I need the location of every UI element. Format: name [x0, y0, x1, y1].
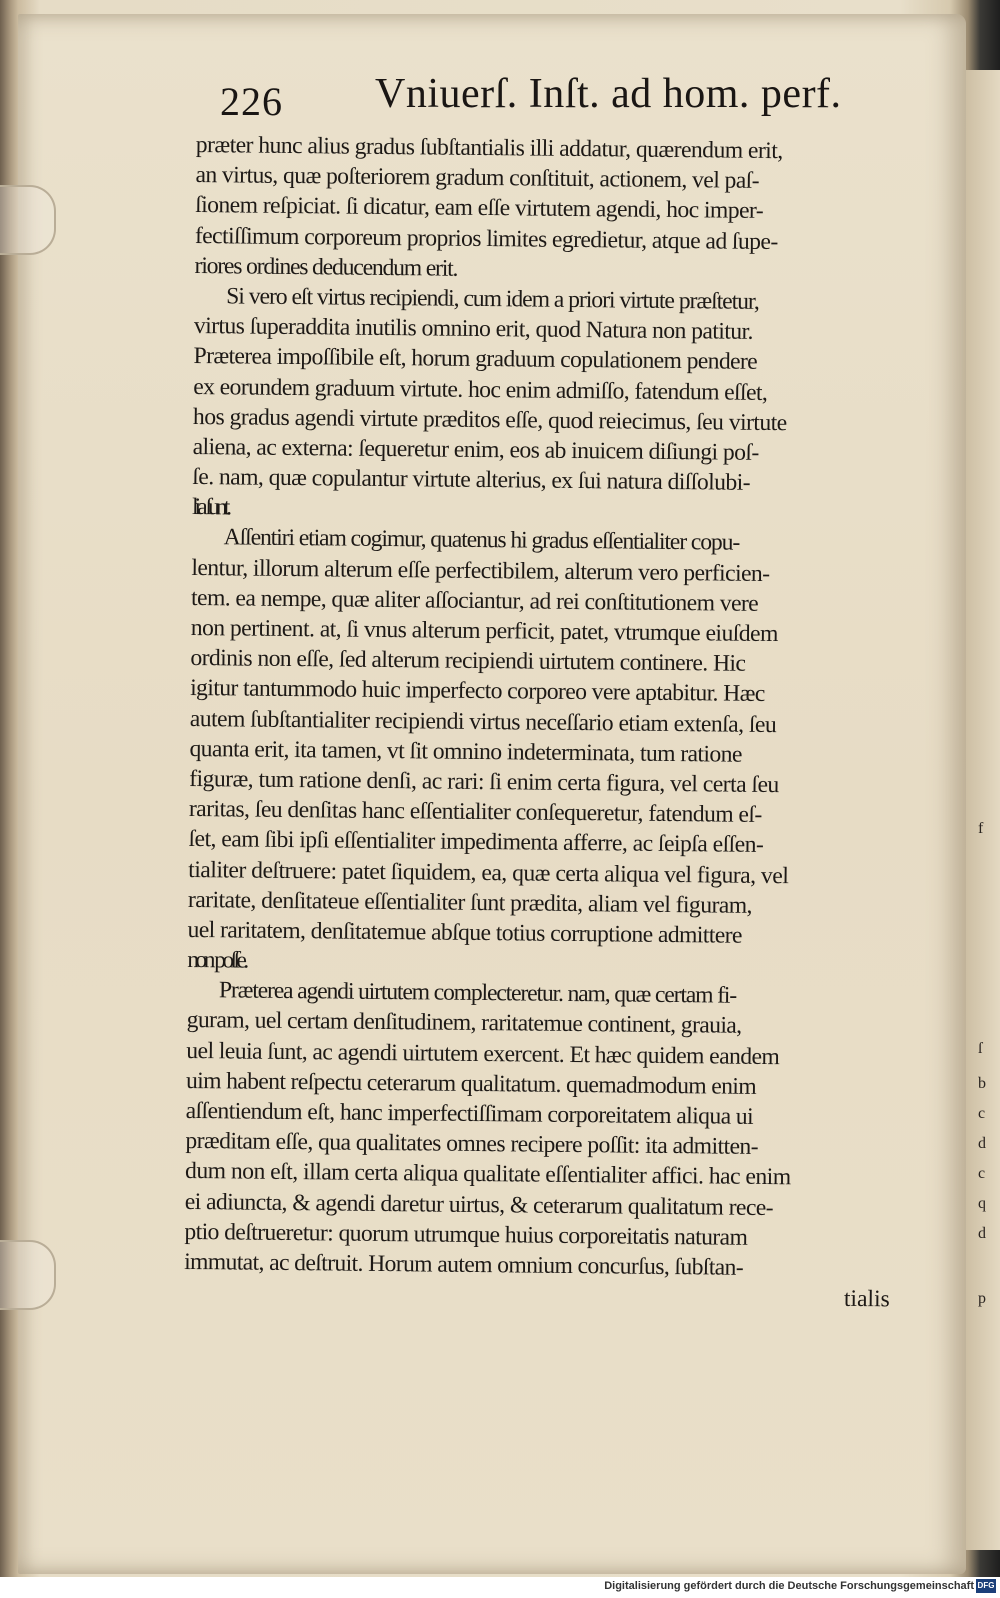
text-line: ordinis non eſſe, ſed alterum recipiendi uirtutem continere. Hic: [190, 645, 746, 677]
text-line: aſſentiendum eſt, hanc imperfectiſſimam corporeitatem aliqua ui: [185, 1097, 754, 1130]
facing-page-letter: d: [978, 1135, 986, 1152]
text-line: igitur tantummodo huic imperfecto corporeo vere aptabitur. Hæc: [190, 675, 765, 708]
text-line: hos gradus agendi virtute præditos eſſe, quod reiecimus, ſeu virtute: [192, 403, 787, 436]
dfg-logo-icon: DFG: [976, 1579, 996, 1593]
text-line: quanta erit, ita tamen, vt ſit omnino indeterminata, tum ratione: [189, 735, 743, 768]
text-line: lentur, illorum alterum eſſe perfectibilem, alterum vero perficien-: [191, 554, 770, 587]
digitization-credit: Digitalisierung gefördert durch die Deutsche Forschungsgemeinschaft: [604, 1580, 974, 1592]
page-number: 226: [220, 79, 283, 124]
facing-page-letter: b: [978, 1075, 986, 1092]
text-line: ptio deſtrueretur: quorum utrumque huius corporeitatis naturam: [184, 1218, 748, 1251]
facing-page-letter: f: [978, 820, 984, 837]
text-line: ſet, eam ſibi ipſi eſſentialiter impedimenta afferre, ac ſeipſa eſſen-: [188, 826, 764, 859]
text-line: riores ordines deducendum erit.: [194, 252, 458, 282]
text-line: raritas, ſeu denſitas hanc eſſentialiter conſequeretur, fatendum eſ-: [188, 796, 762, 829]
text-line: tialiter deſtruere: patet ſiquidem, ea, quæ certa aliqua vel figura, vel: [188, 856, 789, 889]
page-clip-bottom: [0, 1240, 56, 1310]
catchword: tialis: [843, 1285, 890, 1313]
page-header: [210, 70, 930, 130]
text-line: præditam eſſe, qua qualitates omnes recipere poſſit: ita admitten-: [185, 1128, 759, 1161]
text-line: non poſſe.: [187, 947, 246, 974]
text-line: Aſſentiri etiam cogimur, quatenus hi gradus eſſentialiter copu-: [223, 524, 740, 557]
text-line: immutat, ac deſtruit. Horum autem omnium concurſus, ſubſtan-: [184, 1248, 744, 1281]
text-line: ex eorundem graduum virtute. hoc enim admiſſo, fatendum eſſet,: [193, 373, 768, 406]
body-text: [184, 130, 932, 1315]
text-line: non pertinent. at, ſi vnus alterum perficit, patet, vtrumque eiuſdem: [190, 614, 778, 648]
running-head: Vniuerſ. Inſt. ad hom. perf.: [375, 71, 842, 117]
facing-page-edge: [966, 70, 1000, 1550]
text-line: ſe. nam, quæ copulantur virtute alterius, ex ſui natura diſſolubi-: [192, 464, 751, 496]
page-clip-top: [0, 185, 56, 255]
text-line: an virtus, quæ poſteriorem gradum conſtituit, actionem, vel paſ-: [195, 162, 760, 195]
facing-page-letter: c: [978, 1105, 986, 1122]
text-line: virtus ſuperaddita inutilis omnino erit, quod Natura non patitur.: [193, 313, 754, 345]
text-line: lia ſunt.: [191, 494, 229, 521]
text-line: figuræ, tum ratione denſi, ac rari: ſi enim certa figura, vel certa ſeu: [189, 765, 779, 799]
facing-page-letter: q: [978, 1195, 986, 1212]
facing-page-letter: ſ: [978, 1040, 983, 1057]
text-line: uim habent reſpectu ceterarum qualitatum. quemadmodum enim: [185, 1067, 757, 1100]
text-line: fectiſſimum corporeum proprios limites egredietur, atque ad ſupe-: [194, 222, 778, 255]
text-line: ei adiuncta, & agendi daretur uirtus, & ceterarum qualitatum rece-: [184, 1188, 774, 1221]
facing-page-letter: c: [978, 1165, 986, 1182]
text-line: guram, uel certam denſitudinem, raritatemue continent, grauia,: [186, 1007, 742, 1040]
text-line: tem. ea nempe, quæ aliter aſſociantur, ad rei conſtitutionem vere: [190, 584, 759, 617]
text-line: dum non eſt, illam certa aliqua qualitate eſſentialiter affici. hac enim: [184, 1158, 791, 1191]
facing-page-letter: d: [978, 1225, 986, 1242]
text-line: Præterea impoſſibile eſt, horum graduum copulationem pendere: [193, 343, 758, 376]
text-line: raritate, denſitateue eſſentialiter ſunt prædita, aliam vel figuram,: [187, 886, 753, 919]
text-line: uel raritatem, denſitatemue abſque totius corruptione admittere: [187, 916, 743, 949]
text-line: Si vero eſt virtus recipiendi, cum idem a priori virtute præſtetur,: [226, 283, 759, 315]
text-line: præter hunc alius gradus ſubſtantialis illi addatur, quærendum erit,: [195, 131, 783, 165]
text-line: autem ſubſtantialiter recipiendi virtus neceſſario etiam extenſa, ſeu: [189, 705, 777, 738]
text-line: Præterea agendi uirtutem complecteretur. nam, quæ certam fi-: [218, 977, 737, 1009]
text-line: aliena, ac externa: ſequeretur enim, eos ab inuicem diſiungi poſ-: [192, 433, 759, 466]
text-line: uel leuia ſunt, ac agendi uirtutem exercent. Et hæc quidem eandem: [186, 1037, 780, 1070]
facing-page-letter: p: [978, 1290, 986, 1307]
text-line: ſionem reſpiciat. ſi dicatur, eam eſſe virtutem agendi, hoc imper-: [195, 192, 764, 225]
